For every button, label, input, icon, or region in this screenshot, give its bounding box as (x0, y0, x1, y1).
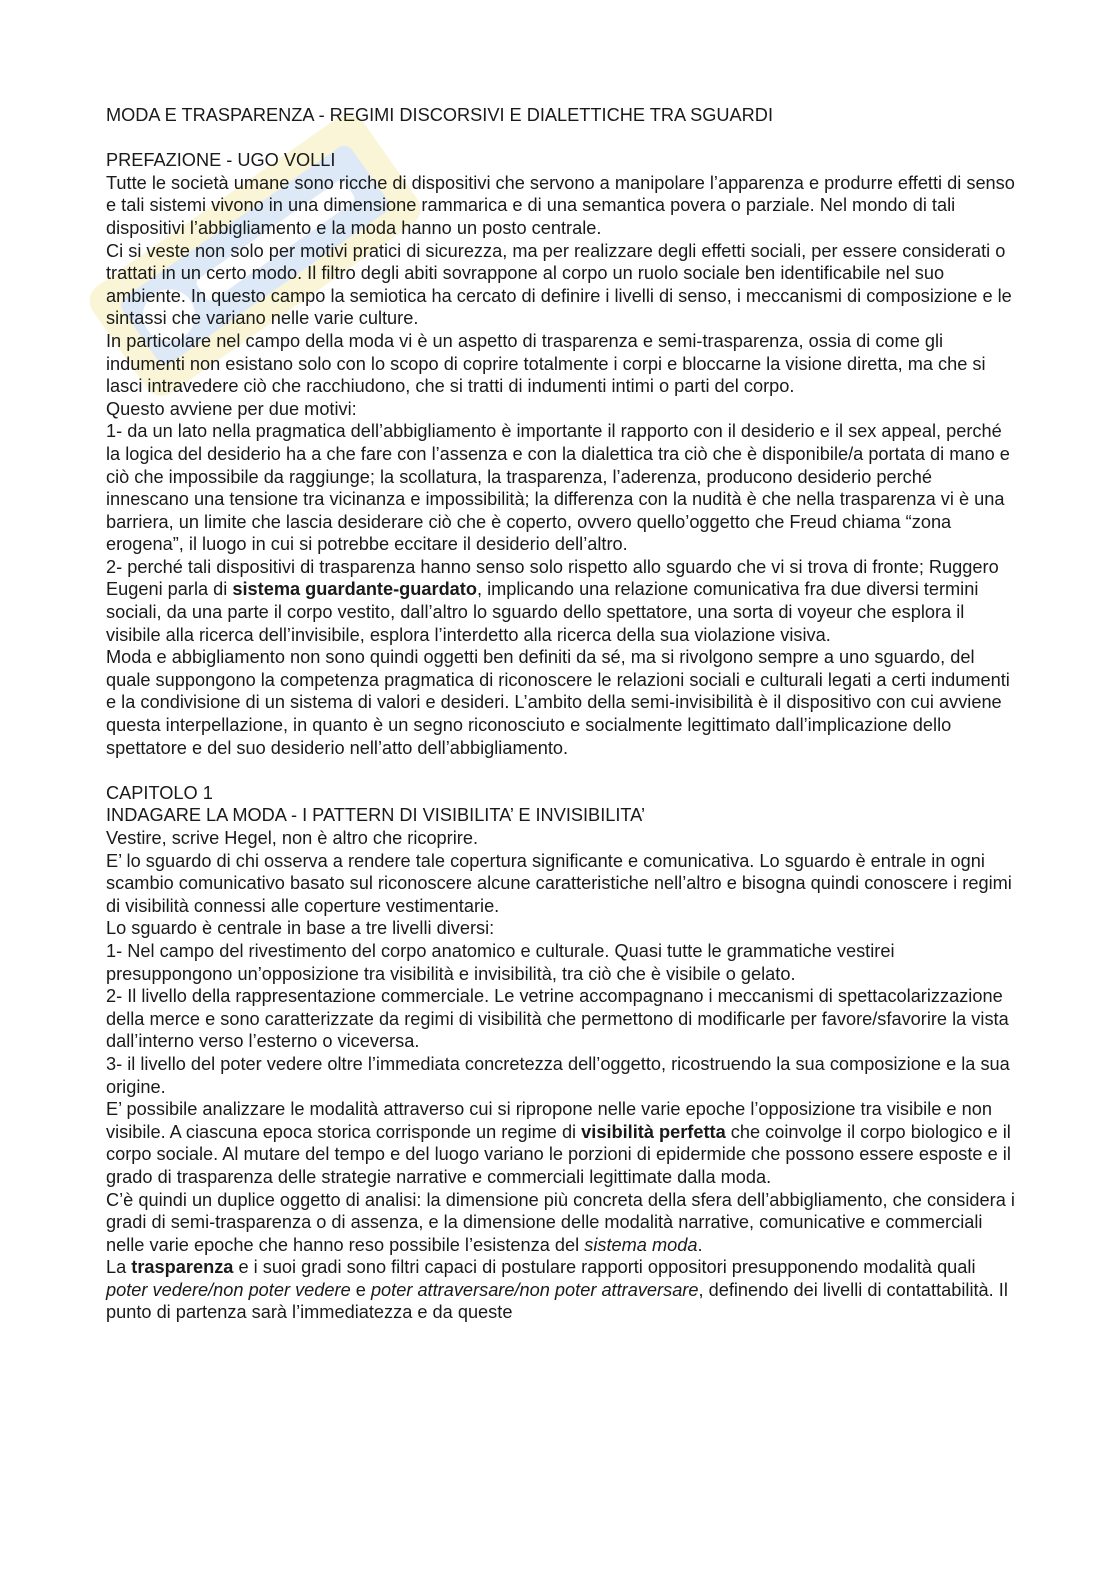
preface-paragraph-7: Moda e abbigliamento non sono quindi oggetti ben definiti da sé, ma si rivolgono sempre a uno sguardo, del quale suppongono la competenza pragmatica di riconoscere le relazioni sociali e culturali legati a certi indumenti e la condivisione di un sistema di valori e desideri. L’ambito della semi-invisibilità è il dispositivo con cui avviene questa interpellazione, in quanto è un segno riconosciuto e socialmente legittimato dall’implicazione dello spettatore e del suo desiderio nell’atto dell’abbigliamento. (106, 647, 1010, 758)
bold-term: visibilità perfetta (581, 1121, 726, 1142)
preface-paragraph-6 (106, 556, 1016, 646)
document-title: MODA E TRASPARENZA - REGIMI DISCORSIVI E DIALETTICHE TRA SGUARDI (106, 105, 773, 125)
chapter-paragraph-5: 2- Il livello della rappresentazione commerciale. Le vetrine accompagnano i meccanismi di spettacolarizzazione della merce e sono caratterizzate da regimi di visibilità che permettono di modificarle per favore/sfavorire la vista dall’interno verso l’esterno o viceversa. (106, 986, 1009, 1052)
chapter-paragraph-2: E’ lo sguardo di chi osserva a rendere tale copertura significante e comunicativa. Lo sguardo è entrale in ogni scambio comunicativo basato sul riconoscere alcune caratteristiche nell’altro e bisogna quindi conoscere i regimi di visibilità connessi alle coperture vestimentarie. (106, 850, 1012, 916)
text-run: , definendo dei livelli di contattabilità. Il punto di partenza sarà l’immediatezza e da queste (106, 1279, 1008, 1323)
italic-term: poter attraversare/non poter attraversare (370, 1279, 699, 1300)
chapter-heading: INDAGARE LA MODA - I PATTERN DI VISIBILITA’ E INVISIBILITA’ (106, 805, 645, 826)
preface-paragraph-1: Tutte le società umane sono ricche di dispositivi che servono a manipolare l’apparenza e produrre effetti di senso e tali sistemi vivono in una dimensione rammarica e di una semantica povera o parziale. Nel mondo di tali dispositivi l’abbigliamento e la moda hanno un posto centrale. (106, 172, 1015, 238)
chapter-paragraph-6: 3- il livello del poter vedere oltre l’immediata concretezza dell’oggetto, ricostruendo la sua composizione e la sua origine. (106, 1053, 1010, 1097)
text-run: C’è quindi un duplice oggetto di analisi: la dimensione più concreta della sfera dell’abbigliamento, che considera i gradi di semi-trasparenza o di assenza, e la dimensione delle modalità narrative, comunicative e commerciali nelle varie epoche che hanno reso possibile l’esistenza del (106, 1189, 1015, 1255)
spacer (106, 759, 1016, 782)
document-body (106, 104, 1016, 1324)
text-run: 2- perché tali dispositivi di trasparenza hanno senso solo rispetto allo sguardo che vi si trova di fronte; Ruggero Eugeni parla di (106, 556, 999, 600)
chapter-paragraph-9 (106, 1256, 1016, 1324)
italic-term: sistema moda (584, 1234, 698, 1255)
text-run: e (350, 1279, 371, 1300)
text-run: che coinvolge il corpo biologico e il corpo sociale. Al mutare del tempo e del luogo variano le porzioni di epidermide che possono essere esposte e il grado di trasparenza delle strategie narrative e commerciali legittimate dalla moda. (106, 1121, 1011, 1187)
text-run: La (106, 1257, 132, 1278)
text-run: , implicando una relazione comunicativa fra due diversi termini sociali, da una parte il corpo vestito, dall’altro lo sguardo dello spettatore, una sorta di voyeur che esplora il visibile alla ricerca dell’invisibile, esplora l’interdetto alla ricerca della sua violazione visiva. (106, 579, 979, 645)
text-run: . (697, 1234, 703, 1255)
chapter-label: CAPITOLO 1 (106, 782, 213, 803)
preface-heading: PREFAZIONE - UGO VOLLI (106, 150, 336, 171)
chapter-paragraph-3: Lo sguardo è centrale in base a tre livelli diversi: (106, 918, 495, 939)
preface-paragraph-2: Ci si veste non solo per motivi pratici di sicurezza, ma per realizzare degli effetti sociali, per essere considerati o trattati in un certo modo. Il filtro degli abiti sovrappone al corpo un ruolo sociale ben identificabile nel suo ambiente. In questo campo la semiotica ha cercato di definire i livelli di senso, i meccanismi di composizione e le sintassi che variano nelle varie culture. (106, 240, 1012, 329)
chapter-paragraph-7 (106, 1098, 1016, 1188)
preface-paragraph-4: Questo avviene per due motivi: (106, 398, 357, 419)
italic-term: poter vedere/non poter vedere (106, 1279, 351, 1300)
preface-paragraph-5: 1- da un lato nella pragmatica dell’abbigliamento è importante il rapporto con il desiderio e il sex appeal, perché la logica del desiderio ha a che fare con l’assenza e con la dialettica tra ciò che è disponibile/a portata di mano e ciò che impossibile da raggiunge; la scollatura, la trasparenza, l’aderenza, producono desiderio perché innescano una tensione tra vicinanza e impossibilità; la differenza con la nudità è che nella trasparenza vi è una barriera, un limite che lascia desiderare ciò che è coperto, ovvero quello’oggetto che Freud chiama “zona erogena”, il luogo in cui si potrebbe eccitare il desiderio dell’altro. (106, 421, 1010, 555)
text-run: e i suoi gradi sono filtri capaci di postulare rapporti oppositori presupponendo modalità quali (233, 1257, 976, 1278)
chapter-paragraph-4: 1- Nel campo del rivestimento del corpo anatomico e culturale. Quasi tutte le grammatiche vestirei presuppongono un’opposizione tra visibilità e invisibilità, tra ciò che è visibile o gelato. (106, 940, 895, 984)
bold-term: trasparenza (131, 1257, 234, 1278)
chapter-paragraph-8 (106, 1189, 1016, 1257)
spacer (106, 127, 1016, 150)
text-run: E’ possibile analizzare le modalità attraverso cui si ripropone nelle varie epoche l’opposizione tra visibile e non visibile. A ciascuna epoca storica corrisponde un regime di (106, 1099, 992, 1142)
chapter-paragraph-1: Vestire, scrive Hegel, non è altro che ricoprire. (106, 828, 478, 848)
bold-term: sistema guardante-guardato (232, 579, 477, 600)
preface-paragraph-3: In particolare nel campo della moda vi è un aspetto di trasparenza e semi-trasparenza, ossia di come gli indumenti non esistano solo con lo scopo di coprire totalmente i corpi e bloccarne la visione diretta, ma che si lasci intravedere ciò che racchiudono, che si tratti di indumenti intimi o parti del corpo. (106, 330, 986, 397)
